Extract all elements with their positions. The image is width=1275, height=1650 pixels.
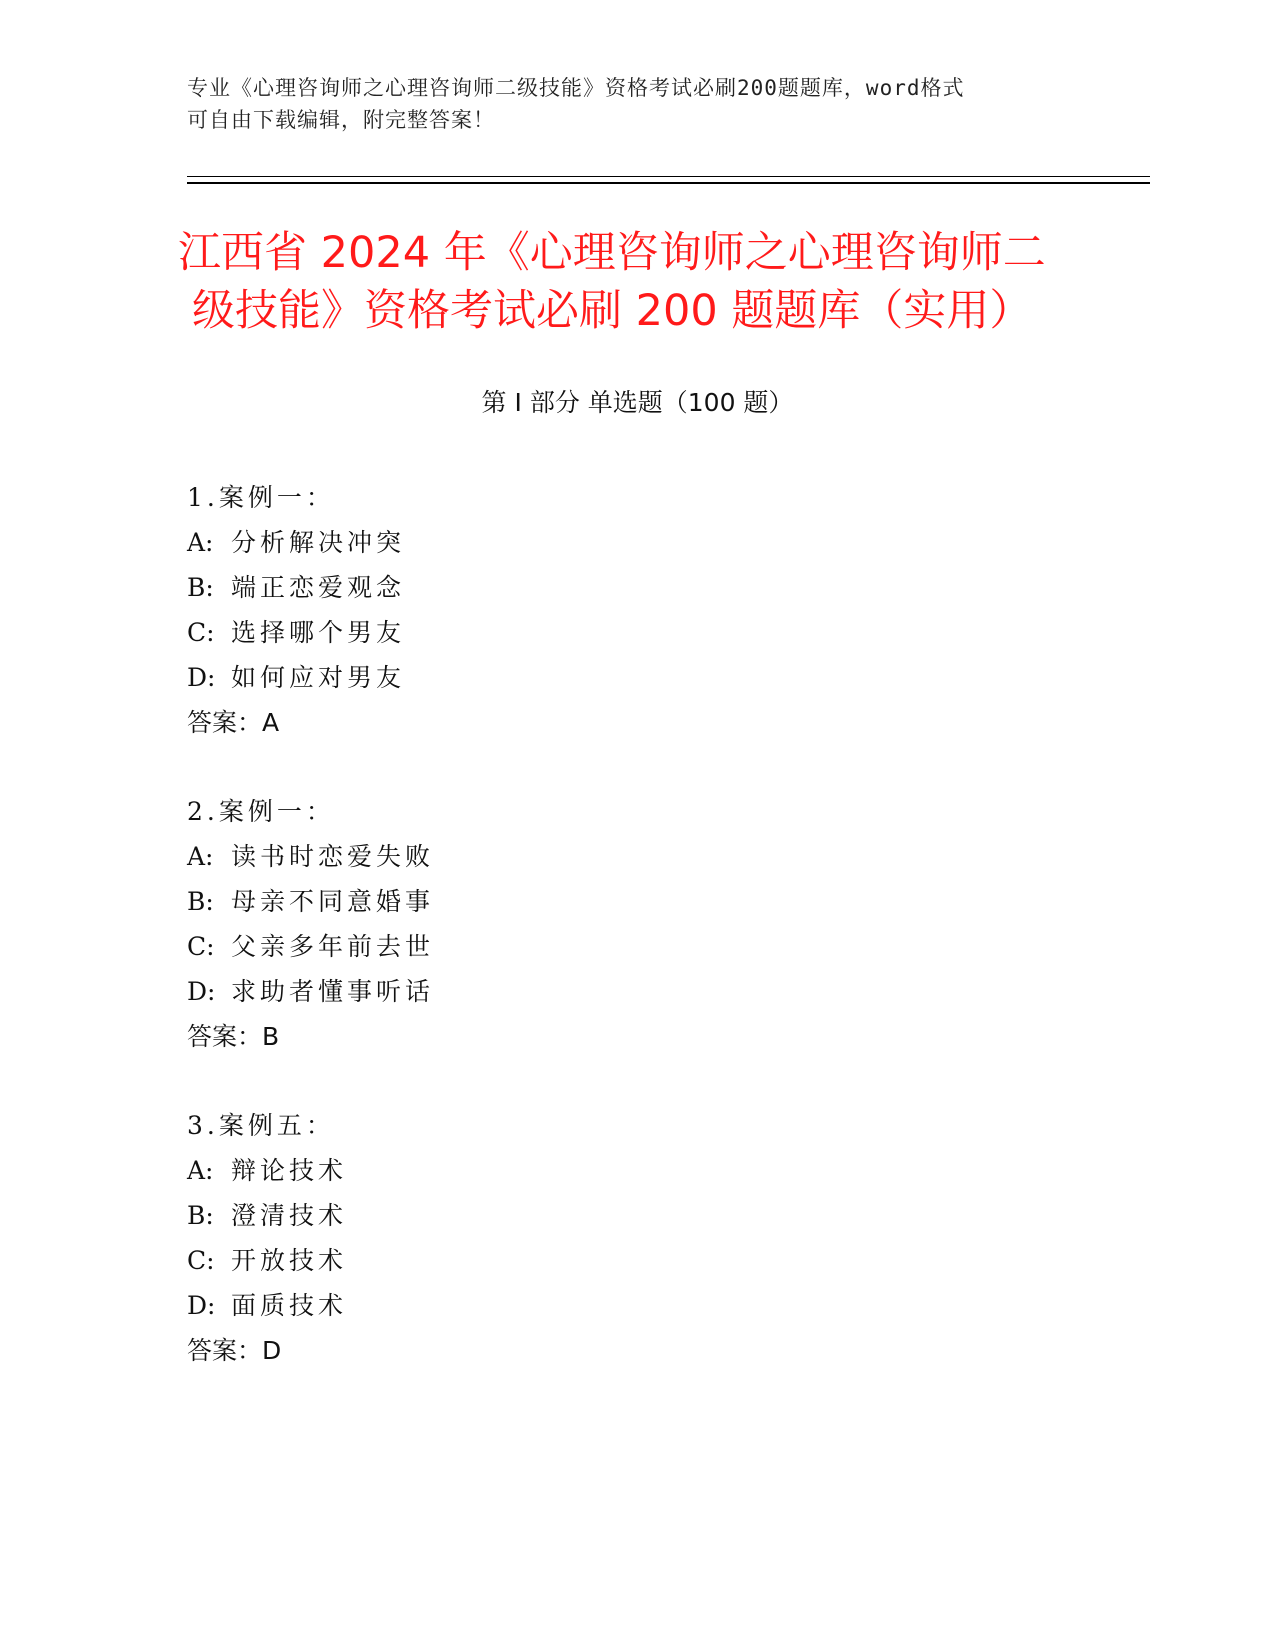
option-b	[187, 1193, 1087, 1238]
header-note-line-2: 可自由下载编辑，附完整答案！	[187, 108, 495, 132]
question-stem: 1.案例一：	[187, 483, 335, 512]
option-key: B:	[187, 573, 214, 602]
option-text: 母亲不同意婚事	[231, 887, 435, 916]
option-text: 分析解决冲突	[231, 528, 406, 557]
option-text: 开放技术	[231, 1246, 348, 1275]
document-title-line-2: 级技能》资格考试必刷 200 题题库（实用）	[192, 286, 1033, 336]
option-key: D:	[187, 977, 216, 1006]
document-title	[178, 224, 1098, 340]
option-a	[187, 520, 1087, 565]
option-key: A:	[187, 1156, 214, 1185]
option-text: 面质技术	[231, 1291, 348, 1320]
option-key: C:	[187, 618, 215, 647]
question-item	[187, 475, 1087, 745]
option-text: 澄清技术	[231, 1201, 348, 1230]
question-stem: 2.案例一：	[187, 797, 335, 826]
option-c	[187, 924, 1087, 969]
option-key: A:	[187, 842, 214, 871]
document-title-line-1: 江西省 2024 年《心理咨询师之心理咨询师二	[178, 228, 1046, 278]
option-text: 如何应对男友	[231, 663, 406, 692]
option-key: D:	[187, 1291, 216, 1320]
question-item	[187, 1103, 1087, 1373]
option-c	[187, 1238, 1087, 1283]
option-text: 求助者懂事听话	[231, 977, 435, 1006]
option-key: B:	[187, 887, 214, 916]
question-item	[187, 789, 1087, 1059]
option-b	[187, 565, 1087, 610]
header-divider-thin	[187, 176, 1150, 177]
section-title: 第 I 部分 单选题（100 题）	[481, 388, 794, 417]
option-key: B:	[187, 1201, 214, 1230]
option-a	[187, 1148, 1087, 1193]
option-a	[187, 834, 1087, 879]
option-text: 辩论技术	[231, 1156, 348, 1185]
option-d	[187, 655, 1087, 700]
option-key: C:	[187, 932, 215, 961]
option-text: 父亲多年前去世	[231, 932, 435, 961]
option-text: 端正恋爱观念	[231, 573, 406, 602]
option-text: 读书时恋爱失败	[231, 842, 435, 871]
option-d	[187, 969, 1087, 1014]
question-list	[187, 475, 1087, 1417]
option-key: C:	[187, 1246, 215, 1275]
question-stem: 3.案例五：	[187, 1111, 335, 1140]
option-c	[187, 610, 1087, 655]
answer-line: 答案：D	[187, 1336, 282, 1365]
header-note	[187, 72, 1087, 136]
option-b	[187, 879, 1087, 924]
answer-line: 答案：A	[187, 708, 280, 737]
option-key: D:	[187, 663, 216, 692]
answer-line: 答案：B	[187, 1022, 280, 1051]
option-d	[187, 1283, 1087, 1328]
header-divider-thick	[187, 182, 1150, 184]
header-note-line-1: 专业《心理咨询师之心理咨询师二级技能》资格考试必刷200题题库，word格式	[187, 76, 965, 100]
option-text: 选择哪个男友	[231, 618, 406, 647]
option-key: A:	[187, 528, 214, 557]
